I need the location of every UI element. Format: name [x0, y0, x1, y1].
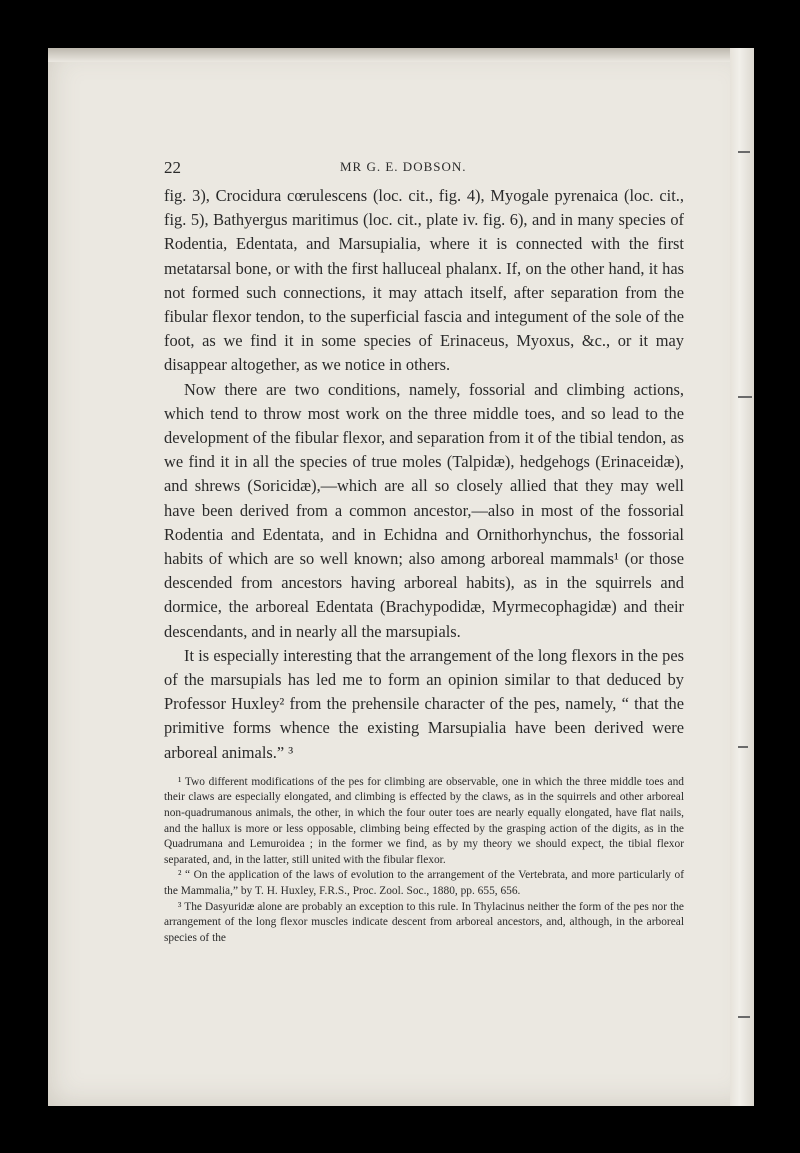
paragraph: Now there are two conditions, namely, fossorial and climbing actions, which tend to throw most work on the three middle toes, and so lead to the development of the fibular flexor, and separation from it of the tibial tendon, as we find it in all the species of true moles (Talpidæ), hedgehogs (Erinaceidæ), and shrews (Soricidæ),—which are all so closely allied that they may well have been derived from a common ancestor,—also in most of the fossorial Rodentia and Edentata, and in Echidna and Ornithorhynchus, the fossorial habits of which are so well known; also among arboreal mammals¹ (or those descended from ancestors having arboreal habits), as in the squirrels and dormice, the arboreal Edentata (Brachypodidæ, Myrmecophagidæ) and their descendants, and in nearly all the marsupials. — [164, 379, 684, 641]
paragraph: fig. 3), Crocidura cœrulescens (loc. cit., fig. 4), Myogale pyrenaica (loc. cit., fig. 5), Bathyergus maritimus (loc. cit., plate iv. fig. 6), and in many species of Rodentia, Edentata, and Marsupialia, where it is connected with the first metatarsal bone, or with the first halluceal phalanx. If, on the other hand, it has not formed such connections, it may attach itself, after separation from the fibular flexor tendon, to the superficial fascia and integument of the sole of the foot, as we find it in some species of Erinaceus, Myoxus, &c., or it may disappear altogether, as we notice in others. — [164, 186, 684, 375]
page-number: 22 — [164, 158, 181, 177]
document-page — [48, 48, 754, 1106]
running-head: MR G. E. DOBSON. — [340, 159, 467, 174]
footnote: ² “ On the application of the laws of evolution to the arrangement of the Vertebrata, and more particularly of the Mammalia,” by T. H. Huxley, F.R.S., Proc. Zool. Soc., 1880, pp. 655, 656. — [164, 869, 684, 898]
body-text — [164, 184, 684, 765]
page-edge — [730, 48, 754, 1106]
page-top-shadow — [48, 48, 754, 62]
page-header — [164, 158, 684, 184]
paragraph: It is especially interesting that the arrangement of the long flexors in the pes of the marsupials has led me to form an opinion similar to that deduced by Professor Huxley² from the prehensile character of the pes, namely, “ that the primitive forms whence the existing Marsupialia have been derived were arboreal animals.” ³ — [164, 645, 684, 762]
footnote: ¹ Two different modifications of the pes for climbing are observable, one in which the three middle toes and their claws are especially elongated, and climbing is effected by the claws, as in the squirrels and other arboreal non-quadrumanous animals, the other, in which the four outer toes are nearly equally elongated, have flat nails, and the hallux is more or less opposable, climbing being effected by the grasping action of the digits, as in the Quadrumana and Lemuroidea ; in the former we find, as by my theory we should expect, the tibial flexor separated, and, in the latter, still united with the fibular flexor. — [164, 775, 684, 866]
margin-mark — [738, 746, 748, 748]
margin-mark — [738, 151, 750, 153]
page-content — [164, 158, 684, 946]
footnote: ³ The Dasyuridæ alone are probably an exception to this rule. In Thylacinus neither the form of the pes nor the arrangement of the long flexor muscles indicate descent from arboreal ancestors, and, although, in the arboreal species of the — [164, 900, 684, 944]
margin-mark — [738, 396, 752, 398]
footnotes — [164, 775, 684, 947]
margin-mark — [738, 1016, 750, 1018]
